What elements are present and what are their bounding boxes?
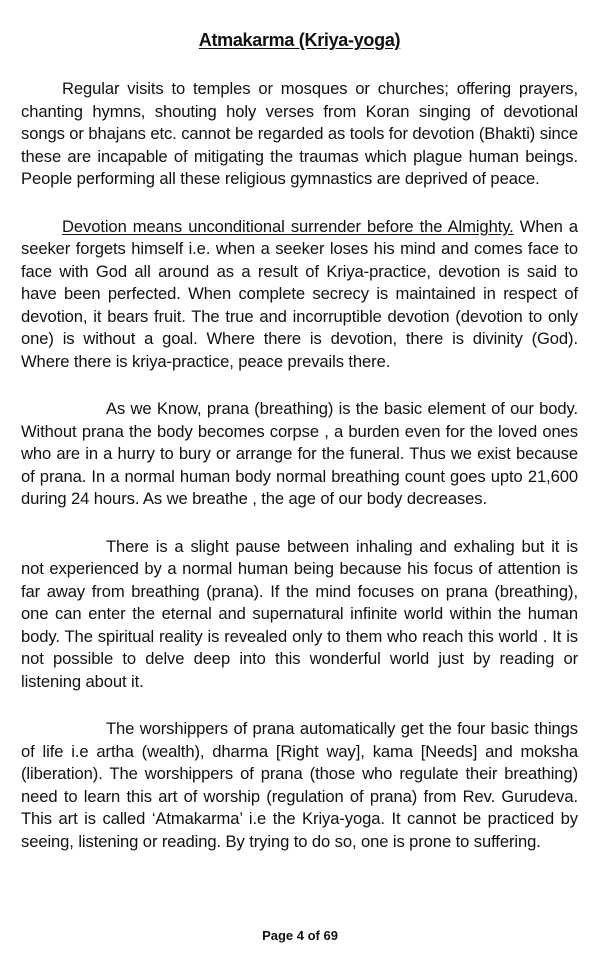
devotion-definition: Devotion means unconditional surrender before the Almighty. (62, 216, 514, 236)
page-number: Page 4 of 69 (262, 928, 338, 943)
paragraph-worship-rituals: Regular visits to temples or mosques or churches; offering prayers, chanting hymns, shouting holy verses from Koran singing of devotional songs or bhajans etc. cannot be regarded as tools for devotion (Bhakti) since these are incapable of mitigating the traumas which plague human beings. People performing all these religious gymnastics are deprived of peace. (21, 79, 578, 188)
devotion-body: When a seeker forgets himself i.e. when a seeker loses his mind and comes face to face with God all around as a result of Kriya-practice, devotion is said to have been perfected. When complete secrecy is maintained in respect of devotion, it bears fruit. The true and incorruptible devotion (devotion to only one) is without a goal. Where there is devotion, there is divinity (God). Where there is kriya-practice, peace prevails there. (21, 216, 578, 371)
paragraph-worshippers: The worshippers of prana automatically get the four basic things of life i.e artha (wealth), dharma [Right way], kama [Needs] and moksha (liberation). The worshippers of prana (those who regulate their breathing) need to learn this art of worship (regulation of prana) from Rev. Gurudeva. This art is called ‘Atmakarma’ i.e the Kriya-yoga. It cannot be practiced by seeing, listening or reading. By trying to do so, one is prone to suffering. (21, 719, 578, 851)
paragraph-prana: As we Know, prana (breathing) is the basic element of our body. Without prana the body becomes corpse , a burden even for the loved ones who are in a hurry to bury or arrange for the funeral. Thus we exist because of prana. In a normal human body normal breathing count goes upto 21,600 during 24 hours. As we breathe , the age of our body decreases. (21, 399, 578, 508)
paragraph-breath-pause: There is a slight pause between inhaling and exhaling but it is not experienced by a normal human being because his focus of attention is far away from breathing (prana). If the mind focuses on prana (breathing), one can enter the eternal and supernatural infinite world within the human body. The spiritual reality is revealed only to them who reach this world . It is not possible to delve deep into this wonderful world just by reading or listening about it. (21, 536, 578, 691)
page-title: Atmakarma (Kriya-yoga) (198, 30, 401, 50)
paragraph-devotion (21, 216, 578, 374)
